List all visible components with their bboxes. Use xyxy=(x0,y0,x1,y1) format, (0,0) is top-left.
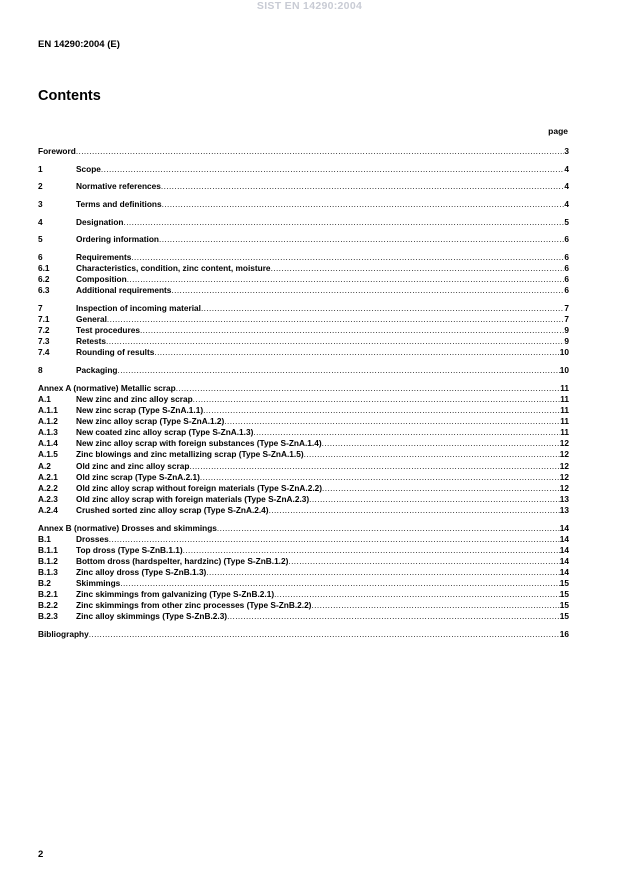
toc-entry-page: 10 xyxy=(559,347,569,358)
toc-entry-number: 7 xyxy=(38,303,43,314)
toc-entry-page: 16 xyxy=(559,629,569,639)
toc-leader-dots xyxy=(253,427,560,438)
toc-leader-dots xyxy=(120,578,560,589)
toc-entry[interactable] xyxy=(38,567,569,578)
toc-leader-dots xyxy=(322,483,560,494)
toc-leader-dots xyxy=(203,405,560,416)
toc-entry[interactable] xyxy=(38,252,569,263)
toc-entry[interactable] xyxy=(38,438,569,449)
toc-entry-title: Terms and definitions xyxy=(76,199,162,210)
toc-entry[interactable] xyxy=(38,494,569,505)
toc-entry[interactable] xyxy=(38,556,569,567)
toc-leader-dots xyxy=(311,600,559,611)
toc-entry-title: Old zinc scrap (Type S-ZnA.2.1) xyxy=(76,471,200,482)
toc-entry-title: Annex B (normative) Drosses and skimmings xyxy=(38,522,217,533)
toc-entry-page: 7 xyxy=(564,303,569,314)
toc-entry-page: 12 xyxy=(559,438,569,449)
toc-entry-number: 6.2 xyxy=(38,274,50,285)
toc-entry[interactable] xyxy=(38,347,569,358)
page-title: Contents xyxy=(38,88,101,104)
document-id: EN 14290:2004 (E) xyxy=(38,39,120,50)
toc-entry-number: 6 xyxy=(38,252,43,263)
toc-entry-page: 15 xyxy=(559,600,569,611)
toc-entry-title: Crushed sorted zinc alloy scrap (Type S-ZnA.2.4) xyxy=(76,504,269,515)
toc-entry[interactable] xyxy=(38,234,569,245)
toc-entry[interactable] xyxy=(38,285,569,296)
toc-entry[interactable] xyxy=(38,427,569,438)
toc-entry-title: Composition xyxy=(76,274,127,285)
toc-leader-dots xyxy=(107,314,564,325)
toc-entry[interactable] xyxy=(38,405,569,416)
toc-entry-number: B.1.3 xyxy=(38,566,58,577)
toc-entry-page: 11 xyxy=(560,405,569,416)
toc-entry-number: 5 xyxy=(38,234,43,245)
toc-entry[interactable] xyxy=(38,263,569,274)
toc-leader-dots xyxy=(189,461,559,472)
toc-entry[interactable] xyxy=(38,629,569,640)
toc-entry-number: B.1 xyxy=(38,533,51,544)
toc-entry[interactable] xyxy=(38,336,569,347)
toc-entry-page: 15 xyxy=(559,589,569,600)
toc-entry-title: Zinc blowings and zinc metallizing scrap (Type S-ZnA.1.5) xyxy=(76,449,304,460)
toc-entry-number: A.1.3 xyxy=(38,427,58,438)
toc-entry[interactable] xyxy=(38,505,569,516)
toc-entry-page: 13 xyxy=(559,504,569,515)
toc-leader-dots xyxy=(118,365,560,376)
toc-entry-title: New zinc alloy scrap (Type S-ZnA.1.2) xyxy=(76,416,225,427)
toc-entry-title: Additional requirements xyxy=(76,285,172,296)
toc-leader-dots xyxy=(123,217,564,228)
toc-leader-dots xyxy=(183,545,560,556)
toc-entry[interactable] xyxy=(38,449,569,460)
toc-entry-title: New zinc and zinc alloy scrap xyxy=(76,393,193,404)
toc-entry-number: B.2.3 xyxy=(38,611,58,622)
toc-entry-title: Packaging xyxy=(76,365,118,376)
toc-entry[interactable] xyxy=(38,483,569,494)
watermark: SIST EN 14290:2004 xyxy=(256,0,363,12)
toc-entry[interactable] xyxy=(38,416,569,427)
toc-entry-title: Test procedures xyxy=(76,325,140,336)
toc-entry[interactable] xyxy=(38,199,569,210)
toc-leader-dots xyxy=(101,164,564,175)
toc-leader-dots xyxy=(206,567,559,578)
toc-leader-dots xyxy=(288,556,559,567)
toc-entry-number: 7.3 xyxy=(38,336,50,347)
toc-entry-page: 6 xyxy=(564,263,569,274)
toc-entry-page: 14 xyxy=(559,566,569,577)
toc-leader-dots xyxy=(269,505,560,516)
toc-entry-title: New zinc alloy scrap with foreign substances (Type S-ZnA.1.4) xyxy=(76,438,322,449)
toc-leader-dots xyxy=(200,472,560,483)
toc-entry-number: A.1.2 xyxy=(38,416,58,427)
toc-entry-number: 7.2 xyxy=(38,325,50,336)
toc-entry-title: Drosses xyxy=(76,533,109,544)
toc-entry[interactable] xyxy=(38,303,569,314)
toc-entry-number: 7.1 xyxy=(38,314,50,325)
toc-entry-title: Top dross (Type S-ZnB.1.1) xyxy=(76,544,183,555)
toc-entry[interactable] xyxy=(38,545,569,556)
toc-entry[interactable] xyxy=(38,314,569,325)
toc-leader-dots xyxy=(109,534,560,545)
toc-entry[interactable] xyxy=(38,365,569,376)
toc-entry-number: B.1.1 xyxy=(38,544,58,555)
toc-entry[interactable] xyxy=(38,472,569,483)
toc-entry-page: 11 xyxy=(560,416,569,427)
toc-entry-title: Skimmings xyxy=(76,578,121,589)
toc-entry[interactable] xyxy=(38,274,569,285)
toc-entry-number: B.1.2 xyxy=(38,555,58,566)
toc-leader-dots xyxy=(193,394,561,405)
toc-entry-number: A.2.4 xyxy=(38,504,58,515)
toc-entry-title: New zinc scrap (Type S-ZnA.1.1) xyxy=(76,405,204,416)
toc-entry[interactable] xyxy=(38,534,569,545)
toc-entry-page: 12 xyxy=(559,460,569,471)
toc-entry[interactable] xyxy=(38,461,569,472)
toc-entry[interactable] xyxy=(38,600,569,611)
toc-entry-title: Zinc alloy dross (Type S-ZnB.1.3) xyxy=(76,566,207,577)
toc-entry-page: 3 xyxy=(564,146,569,156)
toc-entry-page: 6 xyxy=(564,252,569,263)
toc-leader-dots xyxy=(227,611,560,622)
toc-entry-page: 9 xyxy=(564,336,569,347)
toc-entry-page: 4 xyxy=(564,199,569,210)
toc-entry-number: 4 xyxy=(38,216,43,227)
toc-leader-dots xyxy=(159,234,564,245)
toc-entry[interactable] xyxy=(38,394,569,405)
toc-entry[interactable] xyxy=(38,383,569,394)
toc-entry-title: Retests xyxy=(76,336,106,347)
toc-leader-dots xyxy=(161,181,565,192)
page-column-label: page xyxy=(548,126,568,136)
toc-entry-number: A.1.4 xyxy=(38,438,58,449)
toc-leader-dots xyxy=(309,494,560,505)
toc-entry-page: 4 xyxy=(564,163,569,174)
toc-entry-page: 15 xyxy=(559,578,569,589)
toc-entry-number: 2 xyxy=(38,181,43,192)
toc-entry-title: Normative references xyxy=(76,181,161,192)
toc-entry-title: Old zinc alloy scrap with foreign materials (Type S-ZnA.2.3) xyxy=(76,493,310,504)
toc-leader-dots xyxy=(274,589,560,600)
toc-leader-dots xyxy=(76,146,565,157)
toc-leader-dots xyxy=(322,438,560,449)
toc-entry-page: 5 xyxy=(564,216,569,227)
toc-entry-title: Bottom dross (hardspelter, hardzinc) (Type S-ZnB.1.2) xyxy=(76,555,289,566)
toc-leader-dots xyxy=(201,303,564,314)
toc-leader-dots xyxy=(171,285,564,296)
toc-entry[interactable] xyxy=(38,181,569,192)
toc-entry-number: 8 xyxy=(38,365,43,376)
toc-leader-dots xyxy=(127,274,565,285)
toc-entry-page: 10 xyxy=(559,365,569,376)
toc-entry-title: Old zinc and zinc alloy scrap xyxy=(76,460,190,471)
toc-entry-title: New coated zinc alloy scrap (Type S-ZnA.1.3) xyxy=(76,427,254,438)
toc-entry[interactable] xyxy=(38,325,569,336)
toc-entry[interactable] xyxy=(38,217,569,228)
toc-entry-page: 14 xyxy=(559,544,569,555)
toc-entry-number: A.2 xyxy=(38,460,51,471)
toc-entry-title: Characteristics, condition, zinc content, moisture xyxy=(76,263,271,274)
toc-entry-title: Annex A (normative) Metallic scrap xyxy=(38,382,176,393)
toc-entry-page: 6 xyxy=(564,285,569,296)
toc-entry-page: 7 xyxy=(564,314,569,325)
toc-entry-page: 4 xyxy=(564,181,569,192)
toc-entry-number: 3 xyxy=(38,199,43,210)
toc-entry-number: A.1.1 xyxy=(38,405,58,416)
toc-entry-page: 9 xyxy=(564,325,569,336)
toc-leader-dots xyxy=(176,383,561,394)
toc-entry-number: A.2.3 xyxy=(38,493,58,504)
toc-entry-page: 15 xyxy=(559,611,569,622)
toc-entry-title: Foreword xyxy=(38,146,76,156)
toc-entry-page: 14 xyxy=(559,522,569,533)
toc-entry-title: General xyxy=(76,314,107,325)
toc-entry-page: 6 xyxy=(564,274,569,285)
toc-entry[interactable] xyxy=(38,523,569,534)
toc-leader-dots xyxy=(271,263,565,274)
toc-entry[interactable] xyxy=(38,611,569,622)
toc-leader-dots xyxy=(217,523,560,534)
toc-entry-number: 6.3 xyxy=(38,285,50,296)
toc-entry-number: B.2 xyxy=(38,578,51,589)
toc-entry-number: 7.4 xyxy=(38,347,50,358)
toc-entry-number: A.2.2 xyxy=(38,482,58,493)
toc-entry[interactable] xyxy=(38,164,569,175)
toc-entry-page: 12 xyxy=(559,449,569,460)
toc-entry-title: Scope xyxy=(76,163,101,174)
toc-entry-page: 6 xyxy=(564,234,569,245)
toc-entry-page: 13 xyxy=(559,493,569,504)
toc-entry-page: 14 xyxy=(559,555,569,566)
toc-leader-dots xyxy=(89,629,560,640)
toc-leader-dots xyxy=(162,199,565,210)
toc-entry-number: 1 xyxy=(38,163,43,174)
toc-entry-number: B.2.2 xyxy=(38,600,58,611)
toc-leader-dots xyxy=(131,252,564,263)
toc-entry-number: 6.1 xyxy=(38,263,50,274)
toc-entry-title: Rounding of results xyxy=(76,347,155,358)
toc-entry-title: Bibliography xyxy=(38,629,89,639)
table-of-contents xyxy=(38,146,569,640)
toc-entry[interactable] xyxy=(38,146,569,157)
toc-entry-page: 12 xyxy=(559,482,569,493)
toc-entry-title: Zinc skimmings from galvanizing (Type S-ZnB.2.1) xyxy=(76,589,275,600)
toc-entry-title: Inspection of incoming material xyxy=(76,303,201,314)
toc-entry-number: B.2.1 xyxy=(38,589,58,600)
toc-entry-title: Old zinc alloy scrap without foreign materials (Type S-ZnA.2.2) xyxy=(76,482,323,493)
toc-entry-title: Ordering information xyxy=(76,234,159,245)
toc-entry-page: 11 xyxy=(560,427,569,438)
toc-entry-page: 11 xyxy=(560,382,569,393)
toc-leader-dots xyxy=(154,347,559,358)
toc-leader-dots xyxy=(224,416,560,427)
page-number: 2 xyxy=(38,849,44,860)
toc-entry-page: 11 xyxy=(560,393,569,404)
toc-entry-number: A.2.1 xyxy=(38,471,58,482)
toc-leader-dots xyxy=(106,336,564,347)
toc-entry[interactable] xyxy=(38,589,569,600)
toc-entry-title: Zinc alloy skimmings (Type S-ZnB.2.3) xyxy=(76,611,228,622)
toc-entry-number: A.1 xyxy=(38,393,51,404)
toc-leader-dots xyxy=(140,325,564,336)
toc-entry[interactable] xyxy=(38,578,569,589)
toc-entry-title: Requirements xyxy=(76,252,132,263)
toc-entry-title: Designation xyxy=(76,216,124,227)
toc-entry-page: 12 xyxy=(559,471,569,482)
toc-entry-number: A.1.5 xyxy=(38,449,58,460)
toc-leader-dots xyxy=(304,449,560,460)
toc-entry-page: 14 xyxy=(559,533,569,544)
toc-entry-title: Zinc skimmings from other zinc processes (Type S-ZnB.2.2) xyxy=(76,600,312,611)
